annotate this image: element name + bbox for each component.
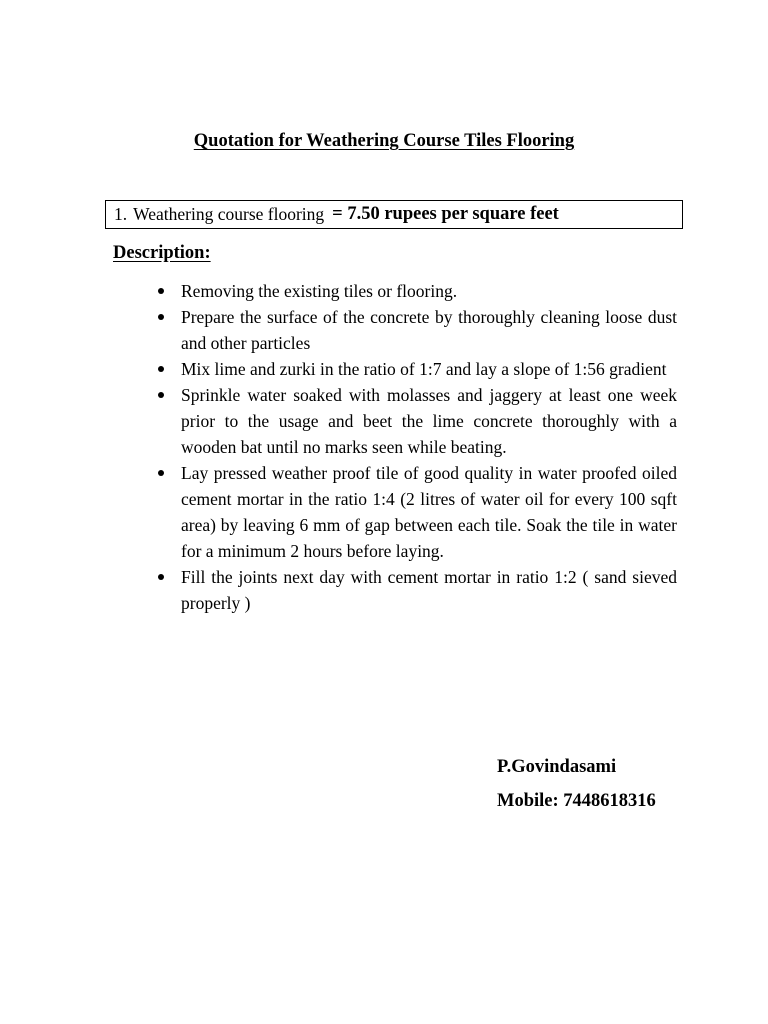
signature-mobile: Mobile: 7448618316 — [497, 791, 656, 811]
document-title: Quotation for Weathering Course Tiles Flooring — [193, 131, 575, 151]
bullet-icon — [158, 470, 164, 476]
rate-item-name: Weathering course flooring — [133, 204, 325, 224]
rate-box — [105, 200, 683, 229]
bullet-icon — [158, 392, 164, 398]
list-item — [156, 460, 677, 564]
list-item-text: Removing the existing tiles or flooring. — [181, 281, 458, 301]
list-item — [156, 382, 677, 460]
rate-item-number: 1. — [114, 204, 128, 224]
list-item-text: Lay pressed weather proof tile of good quality in water proofed oiled cement mortar in the ratio 1:4 (2 litres of water oil for every 100 sqft area) by leaving 6 mm of gap between each tile. Soak the tile in water for a minimum 2 hours before laying. — [181, 463, 677, 561]
bullet-icon — [158, 314, 164, 320]
list-item — [156, 304, 677, 356]
signature-name: P.Govindasami — [497, 757, 617, 777]
list-item — [156, 564, 677, 616]
list-item-text: Prepare the surface of the concrete by thoroughly cleaning loose dust and other particles — [181, 307, 677, 353]
bullet-icon — [158, 288, 164, 294]
description-heading: Description: — [113, 243, 211, 263]
list-item-text: Sprinkle water soaked with molasses and jaggery at least one week prior to the usage and beet the lime concrete thoroughly with a wooden bat until no marks seen while beating. — [181, 385, 677, 457]
list-item — [156, 278, 677, 304]
list-item — [156, 356, 677, 382]
rate-value: = 7.50 rupees per square feet — [332, 204, 559, 224]
bullet-icon — [158, 366, 164, 372]
bullet-icon — [158, 574, 164, 580]
description-list — [156, 278, 677, 616]
list-item-text: Fill the joints next day with cement mortar in ratio 1:2 ( sand sieved properly ) — [181, 567, 677, 613]
list-item-text: Mix lime and zurki in the ratio of 1:7 and lay a slope of 1:56 gradient — [181, 359, 667, 379]
